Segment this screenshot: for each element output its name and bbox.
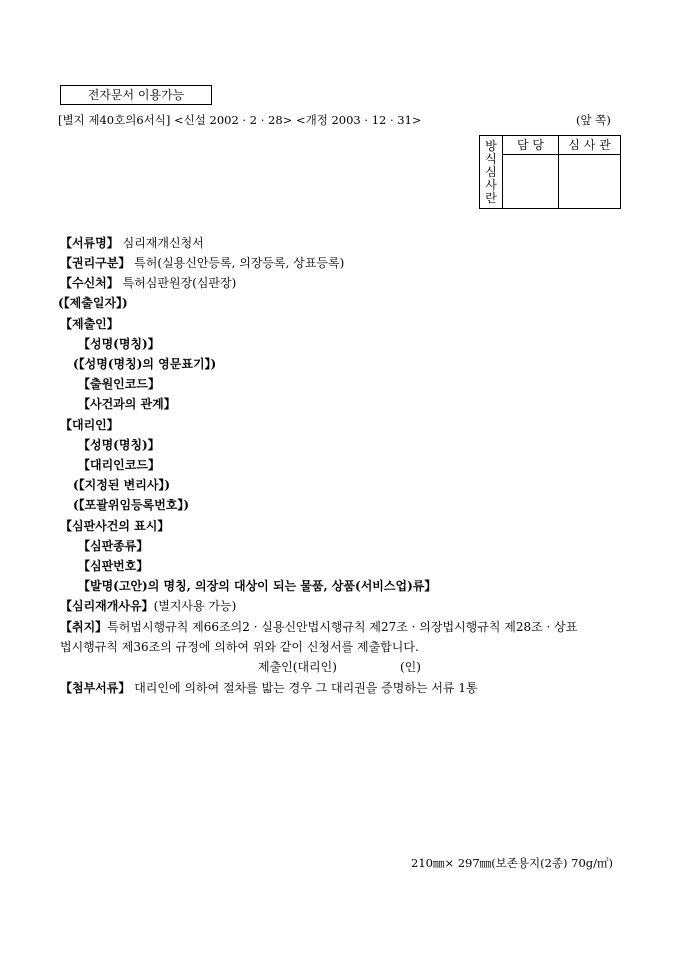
seal-mark: (인) <box>400 660 421 674</box>
approval-table <box>479 135 621 209</box>
page-side-label: (앞 쪽) <box>576 113 611 127</box>
reopen-reason-row <box>60 596 236 616</box>
patent-attorney-field[interactable]: (【지정된 변리사】) <box>73 478 171 492</box>
form-identifier: [별지 제40호의6서식] <신설 2002 · 2 · 28> <개정 2003 · 12 · 31> <box>58 113 422 127</box>
approval-side-char: 란 <box>485 190 497 205</box>
attachment-label: 【첨부서류】 <box>60 681 131 695</box>
power-of-attorney-field[interactable]: (【포괄위임등록번호】) <box>73 498 190 512</box>
right-type-label: 【권리구분】 <box>60 256 131 270</box>
case-relation-field[interactable]: 【사건과의 관계】 <box>78 397 176 411</box>
signer-label: 제출인(대리인) <box>258 660 337 674</box>
purpose-line1: 특허법시행규칙 제66조의2 · 실용신안법시행규칙 제27조 · 의장법시행규칙 제28조 · 상표 <box>107 620 578 634</box>
doc-name-label: 【서류명】 <box>60 236 119 250</box>
purpose-label: 【취지】 <box>60 620 108 634</box>
recipient-value: 특허심판원장(심판장) <box>122 276 237 290</box>
reopen-reason-value: (별지사용 가능) <box>153 599 237 613</box>
applicant-code-field[interactable]: 【출원인코드】 <box>78 377 160 391</box>
electronic-document-label: 전자문서 이용가능 <box>60 85 212 105</box>
submitter-name-field[interactable]: 【성명(명칭)】 <box>78 337 160 351</box>
approval-side-char: 사 <box>485 177 497 192</box>
doc-name-value: 심리재개신청서 <box>122 236 204 250</box>
agent-name-field[interactable]: 【성명(명칭)】 <box>78 438 160 452</box>
doc-name-row <box>60 233 204 253</box>
approval-side-label <box>480 136 503 209</box>
trial-type-field[interactable]: 【심판종류】 <box>78 539 149 553</box>
invention-name-field[interactable]: 【발명(고안)의 명칭, 의장의 대상이 되는 물품, 상품(서비스업)류】 <box>78 579 437 593</box>
purpose-line2: 법시행규칙 제36조의 규정에 의하여 위와 같이 신청서를 제출합니다. <box>60 640 419 654</box>
trial-number-field[interactable]: 【심판번호】 <box>78 559 149 573</box>
agent-code-field[interactable]: 【대리인코드】 <box>78 458 160 472</box>
paper-spec-footer: 210㎜× 297㎜(보존용지(2종) 70g/㎡) <box>411 856 614 870</box>
approval-side-char: 방 <box>485 138 497 153</box>
reopen-reason-label: 【심리재개사유】 <box>60 599 154 613</box>
purpose-row <box>60 617 577 637</box>
approval-col-staff: 담 당 <box>503 136 559 155</box>
approval-side-char: 식 <box>485 151 497 166</box>
recipient-row <box>60 273 236 293</box>
approval-staff-signature-cell[interactable] <box>503 155 559 209</box>
approval-examiner-signature-cell[interactable] <box>559 155 621 209</box>
submit-date-field[interactable]: (【제출일자】) <box>58 296 128 310</box>
attachment-value: 대리인에 의하여 절차를 밟는 경우 그 대리권을 증명하는 서류 1통 <box>134 681 478 695</box>
submitter-section: 【제출인】 <box>60 317 119 331</box>
recipient-label: 【수신처】 <box>60 276 119 290</box>
approval-side-char: 심 <box>485 164 497 179</box>
attachment-row <box>60 678 478 698</box>
submitter-name-en-field[interactable]: (【성명(명칭)의 영문표기】) <box>73 357 217 371</box>
right-type-row <box>60 253 344 273</box>
approval-col-examiner: 심 사 관 <box>559 136 621 155</box>
agent-section: 【대리인】 <box>60 418 119 432</box>
right-type-value: 특허(실용신안등록, 의장등록, 상표등록) <box>134 256 345 270</box>
case-display-section: 【심판사건의 표시】 <box>60 519 170 533</box>
